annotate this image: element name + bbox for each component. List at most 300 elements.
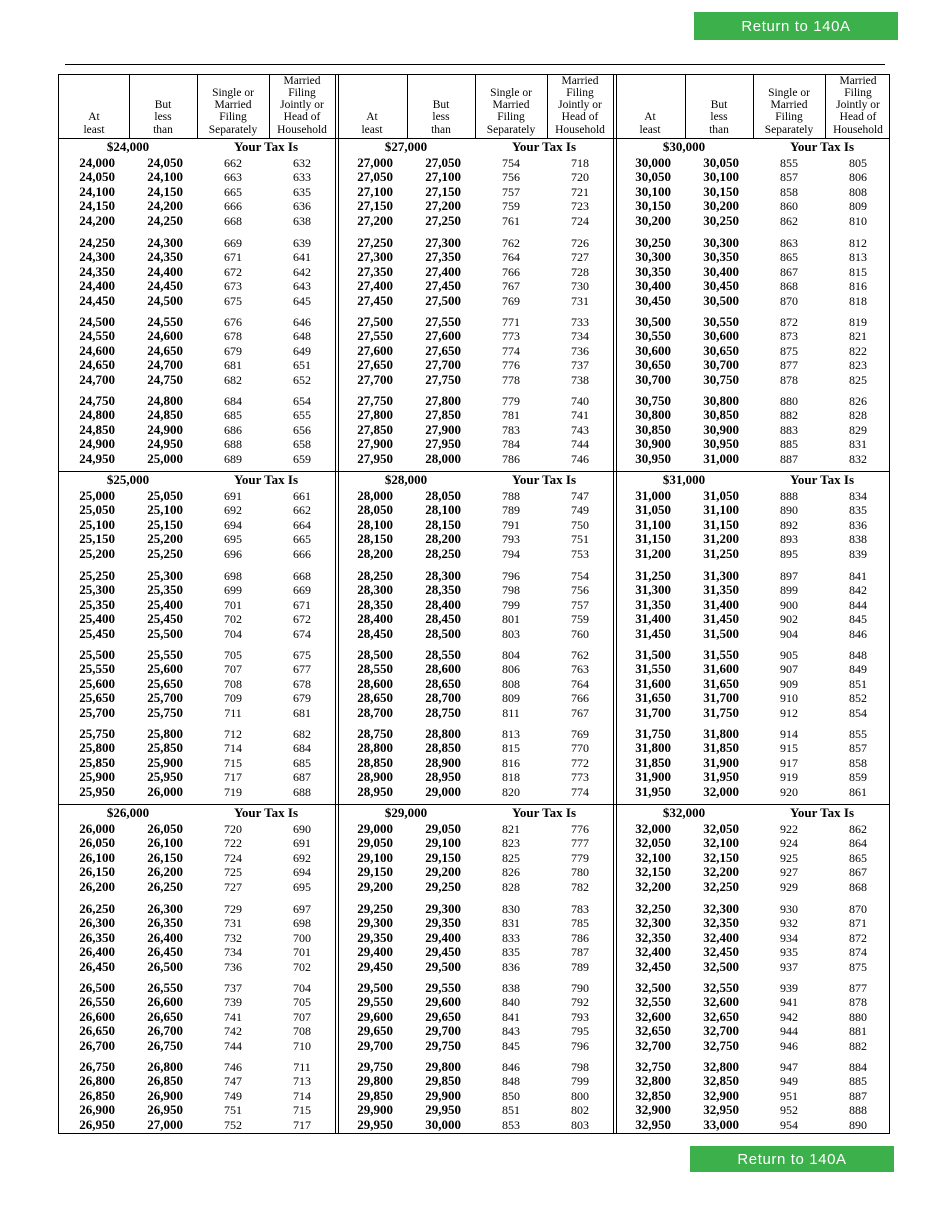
joint-tax-cell: 846 bbox=[849, 626, 867, 641]
table-row bbox=[59, 170, 335, 184]
single-tax-cell: 954 bbox=[780, 1117, 798, 1132]
bracket-amount: $25,000 bbox=[106, 472, 150, 487]
but-less-than-cell: 29,000 bbox=[425, 783, 461, 799]
at-least-cell: 31,400 bbox=[635, 611, 671, 627]
at-least-cell: 32,550 bbox=[635, 994, 671, 1010]
single-tax-cell: 757 bbox=[502, 184, 520, 199]
at-least-cell: 32,700 bbox=[635, 1037, 671, 1053]
at-least-cell: 31,250 bbox=[635, 568, 671, 583]
single-tax-cell: 939 bbox=[780, 981, 798, 995]
joint-tax-cell: 685 bbox=[293, 755, 311, 770]
but-less-than-cell: 24,850 bbox=[147, 407, 183, 423]
but-less-than-cell: 24,700 bbox=[147, 357, 183, 373]
single-tax-cell: 739 bbox=[224, 995, 242, 1010]
table-row bbox=[337, 865, 613, 879]
at-least-cell: 28,100 bbox=[357, 516, 393, 532]
but-less-than-cell: 28,250 bbox=[425, 545, 461, 561]
table-row bbox=[615, 423, 891, 437]
but-less-than-cell: 28,350 bbox=[425, 582, 461, 598]
at-least-cell: 25,950 bbox=[79, 783, 115, 799]
table-row bbox=[337, 1060, 613, 1074]
joint-tax-cell: 674 bbox=[293, 626, 311, 641]
single-tax-cell: 862 bbox=[780, 213, 798, 228]
table-row bbox=[615, 294, 891, 308]
but-less-than-cell: 28,950 bbox=[425, 769, 461, 785]
bracket-heading-row bbox=[337, 472, 613, 488]
table-row bbox=[337, 489, 613, 503]
joint-tax-cell: 743 bbox=[571, 422, 589, 437]
single-tax-cell: 789 bbox=[502, 503, 520, 518]
table-row bbox=[615, 627, 891, 641]
at-least-cell: 24,100 bbox=[79, 183, 115, 199]
but-less-than-cell: 24,250 bbox=[147, 212, 183, 228]
single-tax-cell: 924 bbox=[780, 836, 798, 851]
at-least-cell: 29,800 bbox=[357, 1073, 393, 1089]
joint-tax-cell: 871 bbox=[849, 916, 867, 931]
but-less-than-cell: 29,050 bbox=[425, 821, 461, 836]
joint-tax-cell: 786 bbox=[571, 930, 589, 945]
single-tax-cell: 794 bbox=[502, 546, 520, 561]
joint-tax-cell: 648 bbox=[293, 329, 311, 344]
but-less-than-cell: 31,650 bbox=[703, 675, 739, 691]
header-rule bbox=[65, 64, 885, 65]
single-tax-cell: 791 bbox=[502, 517, 520, 532]
header-married-filing-jointly-or-head-of-household bbox=[547, 75, 613, 138]
joint-tax-cell: 773 bbox=[571, 770, 589, 785]
at-least-cell: 29,850 bbox=[357, 1087, 393, 1103]
at-least-cell: 29,000 bbox=[357, 821, 393, 836]
at-least-cell: 25,850 bbox=[79, 754, 115, 770]
bracket-heading-row bbox=[337, 139, 613, 155]
at-least-cell: 25,650 bbox=[79, 690, 115, 706]
joint-tax-cell: 642 bbox=[293, 264, 311, 279]
at-least-cell: 32,500 bbox=[635, 980, 671, 995]
at-least-cell: 24,750 bbox=[79, 393, 115, 408]
but-less-than-cell: 28,850 bbox=[425, 740, 461, 756]
your-tax-is-label: Your Tax Is bbox=[233, 805, 299, 820]
single-tax-cell: 855 bbox=[780, 156, 798, 170]
at-least-cell: 27,000 bbox=[357, 155, 393, 170]
joint-tax-cell: 782 bbox=[571, 879, 589, 894]
at-least-cell: 32,850 bbox=[635, 1087, 671, 1103]
table-row bbox=[615, 648, 891, 662]
but-less-than-cell: 29,350 bbox=[425, 915, 461, 931]
table-row bbox=[59, 756, 335, 770]
joint-tax-cell: 763 bbox=[571, 662, 589, 677]
but-less-than-cell: 28,200 bbox=[425, 531, 461, 547]
joint-tax-cell: 813 bbox=[849, 250, 867, 265]
single-tax-cell: 912 bbox=[780, 705, 798, 720]
but-less-than-cell: 26,850 bbox=[147, 1073, 183, 1089]
but-less-than-cell: 24,350 bbox=[147, 249, 183, 265]
bracket-amount: $27,000 bbox=[384, 139, 428, 154]
joint-tax-cell: 639 bbox=[293, 236, 311, 250]
single-tax-cell: 941 bbox=[780, 995, 798, 1010]
at-least-cell: 30,100 bbox=[635, 183, 671, 199]
but-less-than-cell: 26,350 bbox=[147, 915, 183, 931]
at-least-cell: 29,050 bbox=[357, 835, 393, 851]
at-least-cell: 24,550 bbox=[79, 328, 115, 344]
but-less-than-cell: 25,350 bbox=[147, 582, 183, 598]
table-row bbox=[337, 1024, 613, 1038]
table-row bbox=[615, 612, 891, 626]
but-less-than-cell: 26,500 bbox=[147, 958, 183, 974]
at-least-cell: 29,950 bbox=[357, 1116, 393, 1132]
joint-tax-cell: 780 bbox=[571, 865, 589, 880]
joint-tax-cell: 819 bbox=[849, 315, 867, 329]
at-least-cell: 30,250 bbox=[635, 235, 671, 250]
single-tax-cell: 927 bbox=[780, 865, 798, 880]
at-least-cell: 28,650 bbox=[357, 690, 393, 706]
joint-tax-cell: 721 bbox=[571, 184, 589, 199]
at-least-cell: 25,750 bbox=[79, 726, 115, 741]
single-tax-cell: 870 bbox=[780, 293, 798, 308]
single-tax-cell: 880 bbox=[780, 394, 798, 408]
at-least-cell: 30,300 bbox=[635, 249, 671, 265]
single-tax-cell: 863 bbox=[780, 236, 798, 250]
joint-tax-cell: 861 bbox=[849, 784, 867, 799]
but-less-than-cell: 29,800 bbox=[425, 1059, 461, 1074]
at-least-cell: 30,050 bbox=[635, 169, 671, 185]
single-tax-cell: 742 bbox=[224, 1024, 242, 1039]
at-least-cell: 29,400 bbox=[357, 944, 393, 960]
at-least-cell: 29,700 bbox=[357, 1037, 393, 1053]
but-less-than-cell: 31,450 bbox=[703, 611, 739, 627]
table-row bbox=[337, 532, 613, 546]
table-row bbox=[59, 960, 335, 974]
at-least-cell: 27,200 bbox=[357, 212, 393, 228]
your-tax-is-label: Your Tax Is bbox=[511, 805, 577, 820]
at-least-cell: 27,750 bbox=[357, 393, 393, 408]
at-least-cell: 32,950 bbox=[635, 1116, 671, 1132]
joint-tax-cell: 851 bbox=[849, 676, 867, 691]
at-least-cell: 24,900 bbox=[79, 436, 115, 452]
but-less-than-cell: 24,100 bbox=[147, 169, 183, 185]
joint-tax-cell: 665 bbox=[293, 532, 311, 547]
single-tax-cell: 865 bbox=[780, 250, 798, 265]
at-least-cell: 28,900 bbox=[357, 769, 393, 785]
at-least-cell: 25,800 bbox=[79, 740, 115, 756]
bracket-amount: $30,000 bbox=[662, 139, 706, 154]
joint-tax-cell: 770 bbox=[571, 741, 589, 756]
joint-tax-cell: 668 bbox=[293, 569, 311, 583]
table-row bbox=[615, 1039, 891, 1053]
bracket-heading-row bbox=[615, 472, 891, 488]
table-row bbox=[337, 156, 613, 170]
at-least-cell: 31,500 bbox=[635, 647, 671, 662]
header-single-or-married-filing-separately bbox=[753, 75, 825, 138]
table-row bbox=[59, 518, 335, 532]
single-tax-cell: 714 bbox=[224, 741, 242, 756]
joint-tax-cell: 641 bbox=[293, 250, 311, 265]
single-tax-cell: 673 bbox=[224, 279, 242, 294]
joint-tax-cell: 750 bbox=[571, 517, 589, 532]
at-least-cell: 26,350 bbox=[79, 929, 115, 945]
table-row bbox=[615, 279, 891, 293]
but-less-than-cell: 28,650 bbox=[425, 675, 461, 691]
table-row bbox=[59, 677, 335, 691]
joint-tax-cell: 868 bbox=[849, 879, 867, 894]
joint-tax-cell: 783 bbox=[571, 902, 589, 916]
table-row bbox=[337, 785, 613, 799]
header-single-or-married-filing-separately-text: Single or Married Filing Separately bbox=[764, 86, 814, 136]
table-row bbox=[59, 408, 335, 422]
single-tax-cell: 882 bbox=[780, 408, 798, 423]
joint-tax-cell: 717 bbox=[293, 1117, 311, 1132]
at-least-cell: 26,200 bbox=[79, 878, 115, 894]
but-less-than-cell: 32,600 bbox=[703, 994, 739, 1010]
table-row bbox=[337, 1074, 613, 1088]
bracket-heading-row bbox=[337, 805, 613, 821]
table-row bbox=[337, 598, 613, 612]
at-least-cell: 30,550 bbox=[635, 328, 671, 344]
tax-table bbox=[58, 74, 890, 1134]
single-tax-cell: 692 bbox=[224, 503, 242, 518]
joint-tax-cell: 656 bbox=[293, 422, 311, 437]
at-least-cell: 28,250 bbox=[357, 568, 393, 583]
table-row bbox=[337, 945, 613, 959]
but-less-than-cell: 29,200 bbox=[425, 864, 461, 880]
joint-tax-cell: 796 bbox=[571, 1038, 589, 1053]
but-less-than-cell: 28,450 bbox=[425, 611, 461, 627]
your-tax-is-label: Your Tax Is bbox=[511, 472, 577, 487]
single-tax-cell: 883 bbox=[780, 422, 798, 437]
single-tax-cell: 788 bbox=[502, 489, 520, 503]
single-tax-cell: 731 bbox=[224, 916, 242, 931]
at-least-cell: 24,200 bbox=[79, 212, 115, 228]
but-less-than-cell: 24,150 bbox=[147, 183, 183, 199]
joint-tax-cell: 767 bbox=[571, 705, 589, 720]
but-less-than-cell: 28,400 bbox=[425, 596, 461, 612]
single-tax-cell: 836 bbox=[502, 959, 520, 974]
at-least-cell: 28,350 bbox=[357, 596, 393, 612]
at-least-cell: 32,250 bbox=[635, 901, 671, 916]
but-less-than-cell: 31,350 bbox=[703, 582, 739, 598]
single-tax-cell: 746 bbox=[224, 1060, 242, 1074]
single-tax-cell: 892 bbox=[780, 517, 798, 532]
single-tax-cell: 858 bbox=[780, 184, 798, 199]
at-least-cell: 25,600 bbox=[79, 675, 115, 691]
at-least-cell: 26,250 bbox=[79, 901, 115, 916]
header-married-filing-jointly-or-head-of-household-text: Married Filing Jointly or Head of Household bbox=[277, 74, 327, 136]
joint-tax-cell: 828 bbox=[849, 408, 867, 423]
joint-tax-cell: 812 bbox=[849, 236, 867, 250]
joint-tax-cell: 659 bbox=[293, 451, 311, 466]
table-row bbox=[337, 822, 613, 836]
but-less-than-cell: 24,750 bbox=[147, 371, 183, 387]
joint-tax-cell: 730 bbox=[571, 279, 589, 294]
but-less-than-cell: 32,500 bbox=[703, 958, 739, 974]
bracket-heading-row bbox=[59, 472, 335, 488]
but-less-than-cell: 25,100 bbox=[147, 502, 183, 518]
joint-tax-cell: 671 bbox=[293, 597, 311, 612]
single-tax-cell: 811 bbox=[502, 705, 520, 720]
joint-tax-cell: 857 bbox=[849, 741, 867, 756]
table-row bbox=[615, 756, 891, 770]
single-tax-cell: 696 bbox=[224, 546, 242, 561]
joint-tax-cell: 724 bbox=[571, 213, 589, 228]
at-least-cell: 29,350 bbox=[357, 929, 393, 945]
at-least-cell: 30,000 bbox=[635, 155, 671, 170]
joint-tax-cell: 844 bbox=[849, 597, 867, 612]
table-row bbox=[337, 836, 613, 850]
but-less-than-cell: 24,050 bbox=[147, 155, 183, 170]
at-least-cell: 24,650 bbox=[79, 357, 115, 373]
table-row bbox=[59, 1118, 335, 1132]
joint-tax-cell: 747 bbox=[571, 489, 589, 503]
single-tax-cell: 872 bbox=[780, 315, 798, 329]
bracket-amount: $24,000 bbox=[106, 139, 150, 154]
but-less-than-cell: 29,600 bbox=[425, 994, 461, 1010]
table-row bbox=[59, 627, 335, 641]
single-tax-cell: 727 bbox=[224, 879, 242, 894]
table-row bbox=[615, 583, 891, 597]
at-least-cell: 27,450 bbox=[357, 292, 393, 308]
return-to-140a-button-bottom[interactable]: Return to 140A bbox=[690, 1146, 894, 1172]
at-least-cell: 25,150 bbox=[79, 531, 115, 547]
table-row bbox=[337, 1039, 613, 1053]
but-less-than-cell: 30,600 bbox=[703, 328, 739, 344]
joint-tax-cell: 704 bbox=[293, 981, 311, 995]
joint-tax-cell: 677 bbox=[293, 662, 311, 677]
joint-tax-cell: 638 bbox=[293, 213, 311, 228]
at-least-cell: 31,300 bbox=[635, 582, 671, 598]
but-less-than-cell: 24,950 bbox=[147, 436, 183, 452]
table-row bbox=[59, 662, 335, 676]
at-least-cell: 27,050 bbox=[357, 169, 393, 185]
but-less-than-cell: 28,550 bbox=[425, 647, 461, 662]
joint-tax-cell: 822 bbox=[849, 343, 867, 358]
single-tax-cell: 685 bbox=[224, 408, 242, 423]
header-single-or-married-filing-separately-text: Single or Married Filing Separately bbox=[208, 86, 258, 136]
joint-tax-cell: 776 bbox=[571, 822, 589, 836]
joint-tax-cell: 713 bbox=[293, 1074, 311, 1089]
joint-tax-cell: 700 bbox=[293, 930, 311, 945]
your-tax-is-label: Your Tax Is bbox=[789, 139, 855, 154]
single-tax-cell: 672 bbox=[224, 264, 242, 279]
joint-tax-cell: 816 bbox=[849, 279, 867, 294]
table-row bbox=[615, 836, 891, 850]
single-tax-cell: 937 bbox=[780, 959, 798, 974]
joint-tax-cell: 654 bbox=[293, 394, 311, 408]
but-less-than-cell: 32,300 bbox=[703, 901, 739, 916]
but-less-than-cell: 25,150 bbox=[147, 516, 183, 532]
at-least-cell: 32,650 bbox=[635, 1023, 671, 1039]
but-less-than-cell: 25,750 bbox=[147, 704, 183, 720]
single-tax-cell: 682 bbox=[224, 372, 242, 387]
table-row bbox=[615, 785, 891, 799]
at-least-cell: 31,950 bbox=[635, 783, 671, 799]
single-tax-cell: 902 bbox=[780, 612, 798, 627]
at-least-cell: 31,450 bbox=[635, 625, 671, 641]
table-row bbox=[59, 865, 335, 879]
but-less-than-cell: 28,700 bbox=[425, 690, 461, 706]
at-least-cell: 32,350 bbox=[635, 929, 671, 945]
joint-tax-cell: 831 bbox=[849, 437, 867, 452]
table-row bbox=[337, 358, 613, 372]
table-row bbox=[615, 315, 891, 329]
table-row bbox=[59, 569, 335, 583]
at-least-cell: 26,550 bbox=[79, 994, 115, 1010]
table-row bbox=[59, 822, 335, 836]
joint-tax-cell: 687 bbox=[293, 770, 311, 785]
joint-tax-cell: 774 bbox=[571, 784, 589, 799]
joint-tax-cell: 672 bbox=[293, 612, 311, 627]
table-row bbox=[337, 1089, 613, 1103]
table-row bbox=[337, 1010, 613, 1024]
table-row bbox=[615, 916, 891, 930]
single-tax-cell: 831 bbox=[502, 916, 520, 931]
but-less-than-cell: 32,800 bbox=[703, 1059, 739, 1074]
header-but-less-than bbox=[685, 75, 753, 138]
table-row bbox=[59, 727, 335, 741]
joint-tax-cell: 842 bbox=[849, 583, 867, 598]
at-least-cell: 25,450 bbox=[79, 625, 115, 641]
at-least-cell: 25,700 bbox=[79, 704, 115, 720]
table-row bbox=[615, 265, 891, 279]
but-less-than-cell: 24,200 bbox=[147, 198, 183, 214]
single-tax-cell: 815 bbox=[502, 741, 520, 756]
joint-tax-cell: 705 bbox=[293, 995, 311, 1010]
at-least-cell: 28,300 bbox=[357, 582, 393, 598]
at-least-cell: 24,600 bbox=[79, 342, 115, 358]
single-tax-cell: 761 bbox=[502, 213, 520, 228]
table-row bbox=[59, 916, 335, 930]
single-tax-cell: 678 bbox=[224, 329, 242, 344]
header-at-least-text: At least bbox=[639, 111, 661, 136]
table-row bbox=[337, 931, 613, 945]
return-to-140a-button-top[interactable]: Return to 140A bbox=[694, 12, 898, 40]
joint-tax-cell: 779 bbox=[571, 850, 589, 865]
single-tax-cell: 893 bbox=[780, 532, 798, 547]
table-row bbox=[615, 185, 891, 199]
joint-tax-cell: 870 bbox=[849, 902, 867, 916]
single-tax-cell: 699 bbox=[224, 583, 242, 598]
at-least-cell: 25,300 bbox=[79, 582, 115, 598]
table-row bbox=[337, 185, 613, 199]
single-tax-cell: 823 bbox=[502, 836, 520, 851]
at-least-cell: 26,700 bbox=[79, 1037, 115, 1053]
joint-tax-cell: 878 bbox=[849, 995, 867, 1010]
at-least-cell: 24,150 bbox=[79, 198, 115, 214]
but-less-than-cell: 31,050 bbox=[703, 488, 739, 503]
at-least-cell: 28,450 bbox=[357, 625, 393, 641]
table-row bbox=[615, 532, 891, 546]
but-less-than-cell: 32,250 bbox=[703, 878, 739, 894]
but-less-than-cell: 24,400 bbox=[147, 263, 183, 279]
at-least-cell: 25,350 bbox=[79, 596, 115, 612]
table-row bbox=[337, 741, 613, 755]
single-tax-cell: 932 bbox=[780, 916, 798, 931]
but-less-than-cell: 31,000 bbox=[703, 450, 739, 466]
joint-tax-cell: 701 bbox=[293, 945, 311, 960]
at-least-cell: 26,600 bbox=[79, 1008, 115, 1024]
but-less-than-cell: 30,750 bbox=[703, 371, 739, 387]
but-less-than-cell: 29,250 bbox=[425, 878, 461, 894]
single-tax-cell: 875 bbox=[780, 343, 798, 358]
but-less-than-cell: 25,500 bbox=[147, 625, 183, 641]
but-less-than-cell: 27,650 bbox=[425, 342, 461, 358]
at-least-cell: 32,400 bbox=[635, 944, 671, 960]
single-tax-cell: 764 bbox=[502, 250, 520, 265]
single-tax-cell: 781 bbox=[502, 408, 520, 423]
but-less-than-cell: 24,300 bbox=[147, 235, 183, 250]
single-tax-cell: 705 bbox=[224, 648, 242, 662]
but-less-than-cell: 25,600 bbox=[147, 661, 183, 677]
but-less-than-cell: 30,400 bbox=[703, 263, 739, 279]
but-less-than-cell: 27,200 bbox=[425, 198, 461, 214]
but-less-than-cell: 24,800 bbox=[147, 393, 183, 408]
